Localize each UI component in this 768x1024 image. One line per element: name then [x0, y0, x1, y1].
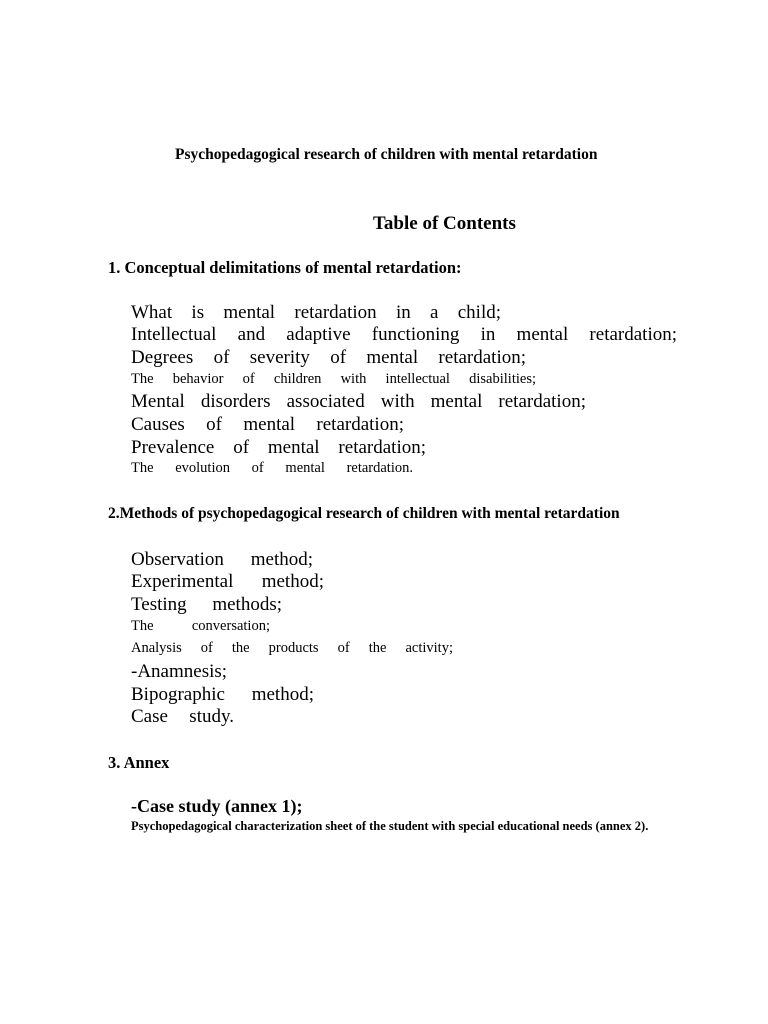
section-heading-1: 1. Conceptual delimitations of mental retardation: — [108, 258, 462, 277]
toc-item: Degrees of severity of mental retardation; — [131, 347, 526, 368]
annex-item: -Case study (annex 1); — [131, 796, 303, 816]
toc-item: Mental disorders associated with mental retardation; — [131, 391, 586, 412]
section-heading-2: 2.Methods of psychopedagogical research of children with mental retardation — [108, 505, 620, 522]
toc-item: Bipographic method; — [131, 684, 314, 705]
toc-item: What is mental retardation in a child; — [131, 302, 501, 323]
toc-item: Analysis of the products of the activity; — [131, 640, 453, 656]
toc-item: The conversation; — [131, 618, 270, 634]
toc-item: Observation method; — [131, 549, 313, 570]
toc-item: Experimental method; — [131, 571, 324, 592]
toc-item: Prevalence of mental retardation; — [131, 437, 426, 458]
section-heading-3: 3. Annex — [108, 753, 170, 772]
annex-item: Psychopedagogical characterization sheet of the student with special educational needs (annex 2). — [131, 819, 649, 833]
toc-item: -Anamnesis; — [131, 661, 228, 682]
toc-item: Causes of mental retardation; — [131, 414, 404, 435]
toc-item: The behavior of children with intellectual disabilities; — [131, 371, 536, 387]
toc-item: Testing methods; — [131, 594, 282, 615]
toc-item: Intellectual and adaptive functioning in mental retardation; — [131, 324, 677, 345]
toc-heading: Table of Contents — [373, 213, 516, 234]
document-title: Psychopedagogical research of children with mental retardation — [175, 146, 598, 163]
toc-item: Case study. — [131, 706, 234, 727]
toc-item: The evolution of mental retardation. — [131, 460, 413, 476]
